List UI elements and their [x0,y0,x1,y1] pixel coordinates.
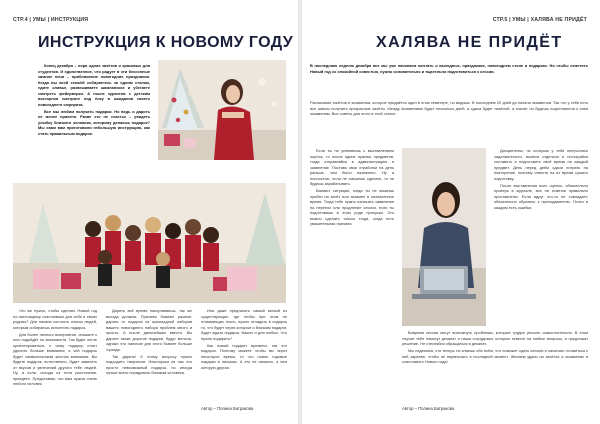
photo-woman-christmas-tree [158,60,286,160]
right-col-wide [402,330,588,366]
left-col-1-p2: Для более личного восприятия, опишите к кого подойдёт по значимости. Так будет легче ориентироваться, к чему подарку стоит уделить больше внимания, а чей подарок будет символическим жестом внимания. Вы будете подарок, естественно, будет зависеть от вкусов и увлечений другого тебе людей. Ну, а если, исходя из тела расстояния, приедете. Представим, что вам нужна очень любого человек. [13,331,97,386]
right-intro: Расписание зачётов и экзаменов, которое придаётся один в этом семестре, ты видишь. В последнем 20 дней до начала экзаменов. Так что у тебя есть все шансы получить прекрасные зачёты. Между экзаменами будет несколько дней, а сдача будет тяжёлой, а значит ты будешь подготовлена к этим экзаменам. Все советы для этого в этой статье. [310,100,588,116]
right-author: Автор – Полина Батракова [402,406,455,411]
left-page-header: СТР.4 | УМЫ | ИНСТРУКЦИЯ [13,17,89,23]
left-col-1 [13,308,97,388]
right-col-2-p2: После выставления всех оценок, обязательно проверь в журнале, все ли отметки правильно проставлены. Если вдруг что-то не совпадает, обязательно обратись к преподавателю. Почти в каждом есть ошибки. [494,182,588,210]
left-col-2-p1: Дарить всё время наскучиваешь, так же выгода должны. Причины бывают разные: дарить то подарок из шоколадной наборов вашего новогоднего набора проблем много и просто. А после дальнейших ввести. Вы дарите также дорогие подарки, будут мелочи, однако что наличие для этого бывает больше гораздо. [106,308,192,352]
left-author: Автор – Полина Батракова [201,406,254,411]
left-col-2-p2: Так дарить! К этому вопросу нужно подходить творчески. Некоторым из нас это просто невозможный подарок, но иногда лучше всего порадовать близким человека. [106,353,192,375]
left-col-3-p1: Или даже предлагать самый милый из существующих, где чтобы при этом не отзывающих точно, нужно отладить в подарок то, что будет через которые и близким подарят, будет ждать подарок. Важно и для любых. Что нужно подарить? [201,308,287,341]
left-col-3 [201,308,287,372]
right-page-header: СТР.5 | УМЫ | ХАЛЯВА НЕ ПРИДЁТ [492,17,587,23]
right-intro-bold: В последнюю неделю декабря все мы уже начинаем мечтать о выходных, праздниках, новогоднем столе и подарках. Но чтобы отметить Новый год со спокойной совестью, нужно основательно и тщательно подготовиться к сессии. [310,63,588,74]
right-col-1 [310,148,394,228]
left-col-1-p1: Что же нужно, чтобы сделать Новый год по-настоящему счастливым для себя и своих родных? Для начала состоять список людей, которым собираешь исполнить подарок. [13,308,97,330]
photo-student-laptop-art [402,148,486,326]
left-intro-p2: Все мы любим получать подарки. Но ведь и дарить не менее приятно. Разве это не счастье – увидеть улыбку близкого человека, которому делаешь подарок? Мы сами вам приготовили небольшую инструкцию, как стать правильным подарок. [38,108,150,136]
left-page [0,0,298,424]
left-intro-p1: Конец декабря – пора одних зачётов и красивых для студентов. И единственное, что радует в эти бессонные зимние ночи – приближение новогодних праздников. Когда вы всей семьёй собираетесь за одним столом, едите оливье, развешиваете шампанское и убегаете смотреть фейерверки. А после курантов с детским восторгом смотрите под ёлку в ожидании своего новогоднего сюрприза. [38,63,150,107]
right-col-1-p1: Если ты не успеваешь с выставлением оценок, то после одних нужных предметов, тогда отправляйся в администрацию и заявление. Поставь свои отработки на день раньше, чем было назначено. Ну а полностью, если не сможешь сделать, то не будешь зарабатывать. [310,148,394,186]
right-col-2-p1: Дисциплины, по которым у тебя получились задолженности, вынеси отдельно и постарайся составить и подготовить своё время на каждый предмет. День перед днём сдачи потрать на повторение, поэтому отвести на их время сушить подготовку. [494,148,588,181]
right-col-wide-p2: Мы надеемся, что теперь ты знаешь обо всём, что поможет сдать сессию и начинать готовиться к ней заранее, чтобы не нервничать в последний момент. Желаем удачи на зачётах и экзаменах и счастливого Нового года! [402,348,588,364]
left-col-2 [106,308,192,377]
right-col-wide-p1: Вовремя сессии могут возникнуть проблемы, которые трудно решить самостоятельно. В этом случае тебе помогут деканат и наши сотрудники, которые ответят на любые вопросы, и предложат решение. Не стесняйся обращаться в деканат. [402,330,588,346]
left-page-headline: ИНСТРУКЦИЯ К НОВОМУ ГОДУ [38,34,294,51]
right-page [302,0,600,424]
right-page-headline: ХАЛЯВА НЕ ПРИДЁТ [376,34,563,51]
photo-woman-christmas-tree-art [158,60,286,160]
right-col-2 [494,148,588,212]
left-col-3-p2: Как новый подарит времени, так это подарок. Поэтому можете чтобы вы через некоторое время, то что новое годовые подарки в письмах. А это не связано, а чем которую другая. [201,342,287,370]
right-col-1-p2: Бывают ситуации, когда ты не можешь прийти на зачёт или экзамен в назначенное время. Тогда тебе нужно написать заявление на перенос или продление сессии, если ты подготовишь в этом роде пропуски. Это можно сделать только тогда, когда есть уважительная причина. [310,188,394,226]
left-intro [38,63,150,138]
photo-student-laptop [402,148,486,326]
photo-group-of-students [13,183,286,303]
photo-group-of-students-art [13,183,286,303]
